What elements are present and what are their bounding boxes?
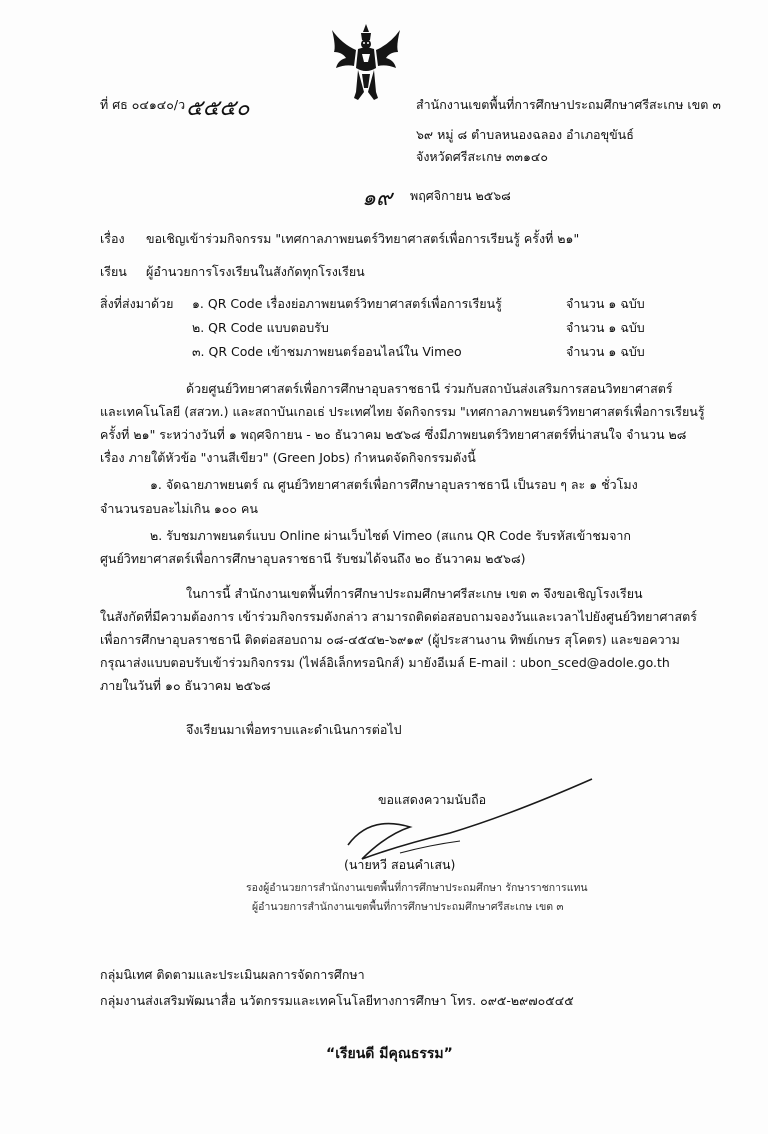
office-name: สำนักงานเขตพื้นที่การศึกษาประถมศึกษาศรีสะเกษ เขต ๓ bbox=[416, 97, 721, 112]
subject-text: ขอเชิญเข้าร่วมกิจกรรม "เทศกาลภาพยนตร์วิทยาศาสตร์เพื่อการเรียนรู้ ครั้งที่ ๒๑" bbox=[146, 231, 580, 246]
signer-position-line: ผู้อำนวยการสำนักงานเขตพื้นที่การศึกษาประถมศึกษาศรีสะเกษ เขต ๓ bbox=[252, 901, 564, 913]
document-number: ที่ ศธ ๐๔๑๔๐/ว bbox=[100, 97, 186, 112]
body-paragraph-line: และเทคโนโลยี (สสวท.) และสถาบันเกอเธ่ ประเทศไทย จัดกิจกรรม "เทศกาลภาพยนตร์วิทยาศาสตร์เพื่อการเรียนรู้ bbox=[100, 404, 705, 419]
enclosure-item: ๓. QR Code เข้าชมภาพยนตร์ออนไลน์ใน Vimeo bbox=[192, 344, 462, 359]
activity-item-line: ๑. จัดฉายภาพยนตร์ ณ ศูนย์วิทยาศาสตร์เพื่อการศึกษาอุบลราชธานี เป็นรอบ ๆ ละ ๑ ชั่วโมง bbox=[150, 477, 638, 492]
enclosure-item: ๒. QR Code แบบตอบรับ bbox=[192, 320, 329, 335]
body-paragraph-line: ครั้งที่ ๒๑" ระหว่างวันที่ ๑ พฤศจิกายน - ๒๐ ธันวาคม ๒๕๖๘ ซึ่งมีภาพยนตร์วิทยาศาสตร์ที่น่าสนใจ จำนวน ๒๘ bbox=[100, 427, 687, 442]
signer-name: (นายหวี สอนคำเสน) bbox=[344, 857, 456, 872]
document-number-handwritten: ๕๕๕๐ bbox=[186, 96, 250, 121]
closing-line: จึงเรียนมาเพื่อทราบและดำเนินการต่อไป bbox=[186, 722, 402, 737]
body-paragraph-line: เรื่อง ภายใต้หัวข้อ "งานสีเขียว" (Green Jobs) กำหนดจัดกิจกรรมดังนี้ bbox=[100, 450, 476, 465]
activity-item-line: ๒. รับชมภาพยนตร์แบบ Online ผ่านเว็บไซต์ Vimeo (สแกน QR Code รับรหัสเข้าชมจาก bbox=[150, 528, 631, 543]
enclosure-qty: จำนวน ๑ ฉบับ bbox=[566, 344, 645, 359]
address-line-1: ๖๙ หมู่ ๘ ตำบลหนองฉลอง อำเภอขุขันธ์ bbox=[416, 127, 634, 142]
enclosure-item: ๑. QR Code เรื่องย่อภาพยนตร์วิทยาศาสตร์เพื่อการเรียนรู้ bbox=[192, 296, 502, 311]
activity-item-line: จำนวนรอบละไม่เกิน ๑๐๐ คน bbox=[100, 501, 258, 516]
footer-contact: กลุ่มงานส่งเสริมพัฒนาสื่อ นวัตกรรมและเทคโนโลยีทางการศึกษา โทร. ๐๙๕-๒๙๗๐๕๔๕ bbox=[100, 993, 574, 1008]
body-paragraph-line: เพื่อการศึกษาอุบลราชธานี ติดต่อสอบถาม ๐๘-๔๕๔๒-๖๙๑๙ (ผู้ประสานงาน ทิพย์เกษร สุโคตร) และขอความ bbox=[100, 632, 680, 647]
subject-label: เรื่อง bbox=[100, 231, 125, 246]
footer-department: กลุ่มนิเทศ ติดตามและประเมินผลการจัดการศึกษา bbox=[100, 967, 365, 982]
regards-text: ขอแสดงความนับถือ bbox=[378, 792, 487, 807]
enclosure-qty: จำนวน ๑ ฉบับ bbox=[566, 296, 645, 311]
signer-position-line: รองผู้อำนวยการสำนักงานเขตพื้นที่การศึกษาประถมศึกษา รักษาราชการแทน bbox=[246, 882, 588, 894]
activity-item-line: ศูนย์วิทยาศาสตร์เพื่อการศึกษาอุบลราชธานี รับชมได้จนถึง ๒๐ ธันวาคม ๒๕๖๘) bbox=[100, 551, 526, 566]
motto: “เรียนดี มีคุณธรรม” bbox=[326, 1046, 453, 1062]
address-line-2: จังหวัดศรีสะเกษ ๓๓๑๔๐ bbox=[416, 149, 548, 164]
document-date: พฤศจิกายน ๒๕๖๘ bbox=[410, 188, 511, 203]
body-paragraph-line: ในการนี้ สำนักงานเขตพื้นที่การศึกษาประถมศึกษาศรีสะเกษ เขต ๓ จึงขอเชิญโรงเรียน bbox=[186, 586, 643, 601]
to-label: เรียน bbox=[100, 264, 127, 279]
enclosures-label: สิ่งที่ส่งมาด้วย bbox=[100, 296, 174, 311]
enclosure-qty: จำนวน ๑ ฉบับ bbox=[566, 320, 645, 335]
body-paragraph-line: ด้วยศูนย์วิทยาศาสตร์เพื่อการศึกษาอุบลราชธานี ร่วมกับสถาบันส่งเสริมการสอนวิทยาศาสตร์ bbox=[186, 381, 673, 396]
body-paragraph-line: กรุณาส่งแบบตอบรับเข้าร่วมกิจกรรม (ไฟล์อิเล็กทรอนิกส์) มายังอีเมล์ E-mail : ubon_sced@adole.go.th bbox=[100, 655, 670, 670]
to-text: ผู้อำนวยการโรงเรียนในสังกัดทุกโรงเรียน bbox=[146, 264, 365, 279]
body-paragraph-line: ภายในวันที่ ๑๐ ธันวาคม ๒๕๖๘ bbox=[100, 678, 271, 693]
body-paragraph-line: ในสังกัดที่มีความต้องการ เข้าร่วมกิจกรรมดังกล่าว สามารถติดต่อสอบถามจองวันและเวลาไปยังศูนย์วิทยาศาสตร์ bbox=[100, 609, 697, 624]
garuda-emblem-icon bbox=[328, 22, 404, 102]
date-day-handwritten: ๑๙ bbox=[362, 186, 393, 211]
